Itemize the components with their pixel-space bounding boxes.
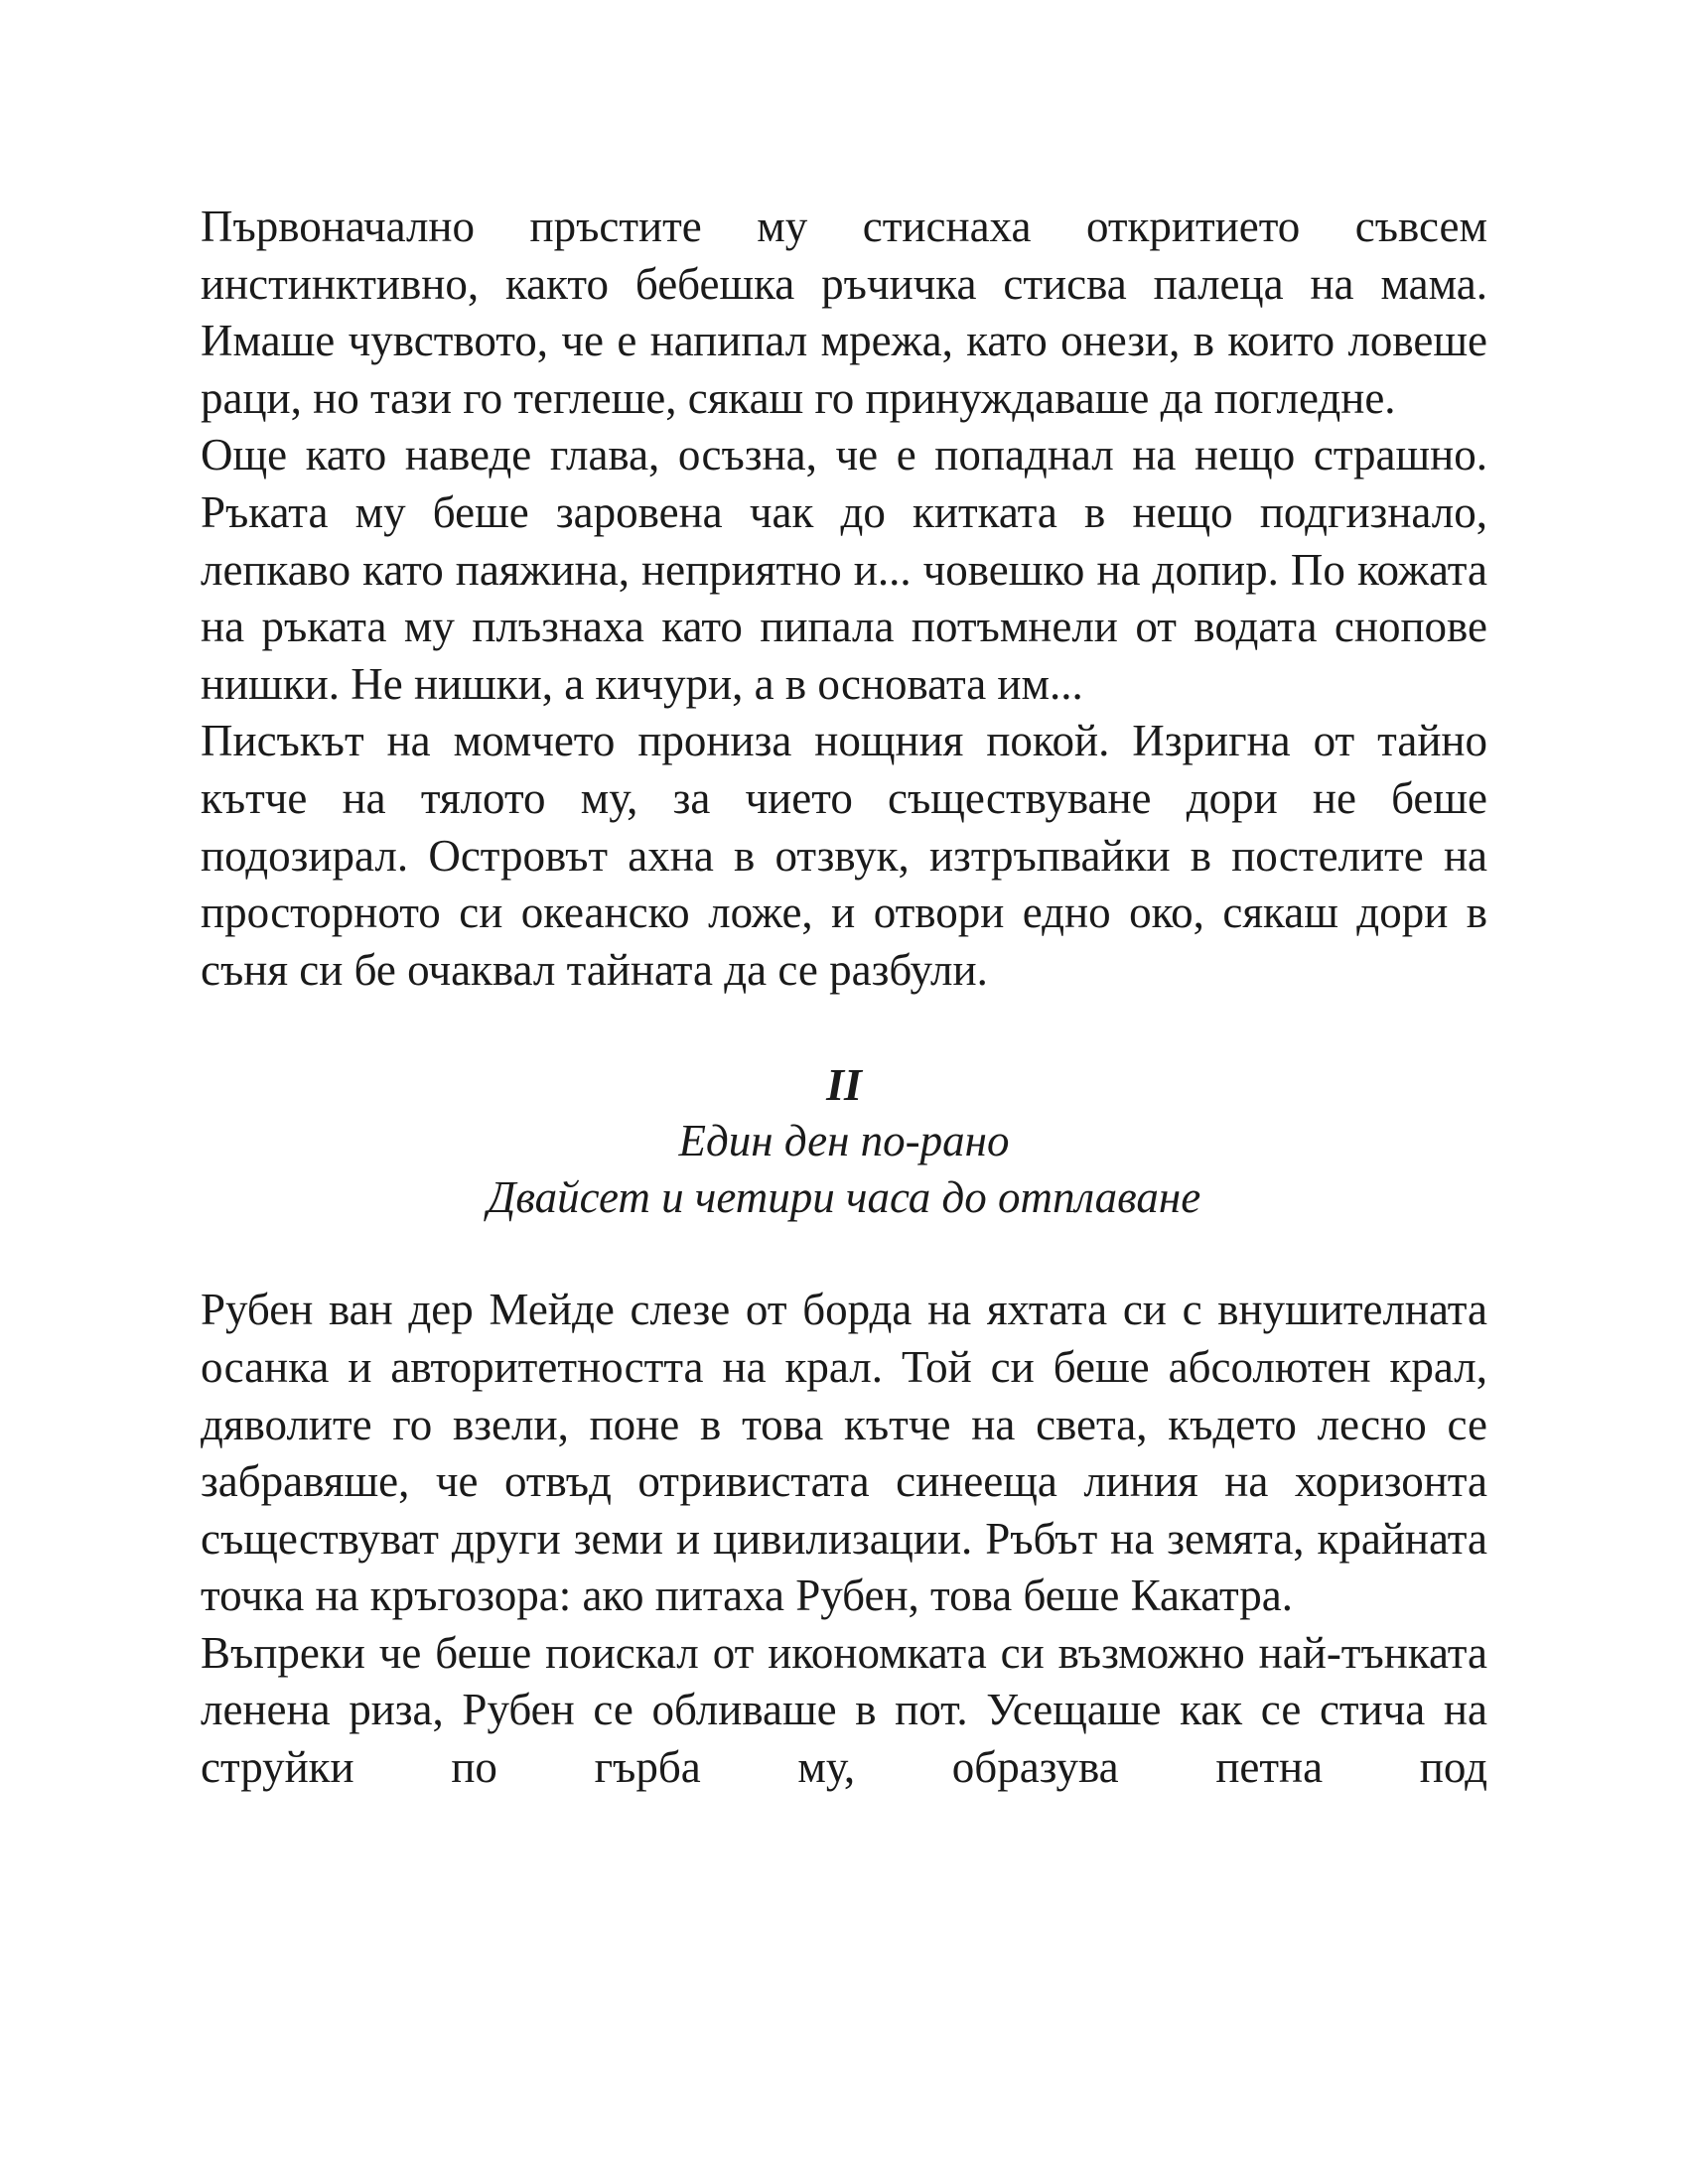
chapter-heading: [201, 1056, 1487, 1226]
chapter-number: II: [826, 1059, 862, 1111]
chapter-subtitle: Двайсет и четири часа до отплаване: [487, 1172, 1201, 1223]
paragraph: Първоначално пръстите му стиснаха откритието съвсем инстинктивно, както бебешка ръчичка стисва палеца на мама. Имаше чувството, че е напипал мрежа, като онези, в които ловеше раци, но тази го теглеше, сякаш го принуждаваше да погледне.: [201, 202, 1487, 423]
chapter-subtitle: Един ден по-рано: [678, 1116, 1010, 1166]
paragraph: Рубен ван дер Мейде слезе от борда на яхтата си с внушителната осанка и авторитетността на крал. Той си беше абсолютен крал, дяволите го взели, поне в това кътче на света, където лесно се забравяше, че отвъд отривистата синееща линия на хоризонта съществуват други земи и цивилизации. Ръбът на земята, крайната точка на кръгозора: ако питаха Рубен, това беше Какатра.: [201, 1285, 1487, 1621]
paragraph: Въпреки че беше поискал от икономката си възможно най-тънката ленена риза, Рубен се обливаше в пот. Усещаше как се стича на струйки по гърба му, образува петна под: [201, 1627, 1487, 1793]
paragraph: Писъкът на момчето прониза нощния покой. Изригна от тайно кътче на тялото му, за чието съществуване дори не беше подозирал. Островът ахна в отзвук, изтръпвайки в постелите на просторното си океанско ложе, и отвори едно око, сякаш дори в съня си бе очаквал тайната да се разбули.: [201, 716, 1487, 995]
paragraph: Още като наведе глава, осъзна, че е попаднал на нещо страшно. Ръката му беше заровена чак до китката в нещо подгизнало, лепкаво като паяжина, неприятно и... човешко на допир. По кожата на ръката му плъзнаха като пипала потъмнели от водата снопове нишки. Не нишки, а кичури, а в основата им...: [201, 430, 1487, 709]
book-page: [201, 199, 1487, 1797]
